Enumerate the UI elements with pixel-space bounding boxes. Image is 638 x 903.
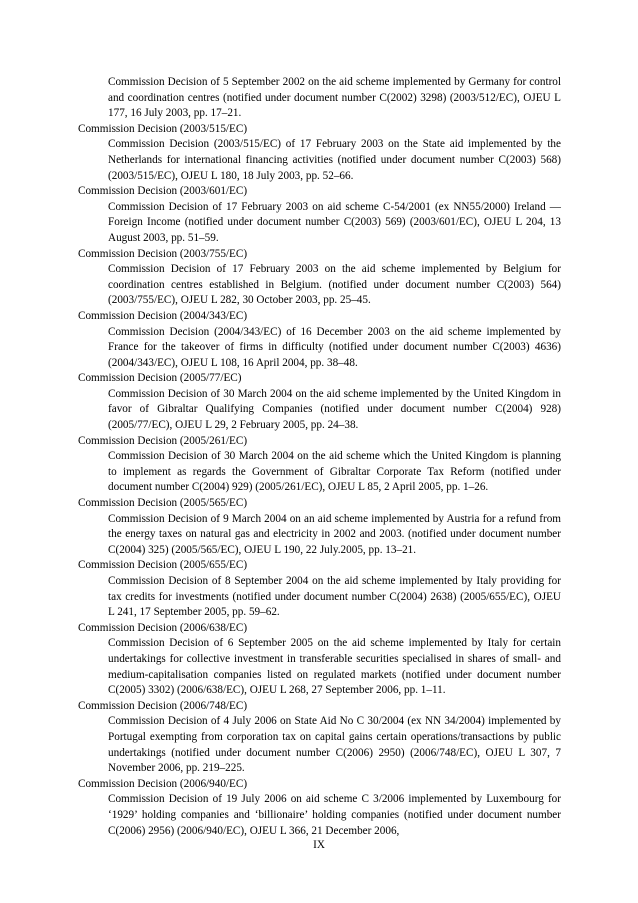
reference-entry — [78, 247, 561, 309]
reference-entry — [78, 558, 561, 620]
continued-entry-body: Commission Decision of 5 September 2002 on the aid scheme implemented by Germany for control and coordination centres (notified under document number C(2002) 3298) (2003/512/EC), OJEU L 177, 16 July 2003, pp. 17–21. — [108, 76, 561, 120]
entry-heading: Commission Decision (2003/515/EC) — [78, 122, 248, 135]
entry-heading: Commission Decision (2006/748/EC) — [78, 699, 248, 712]
entry-body: Commission Decision of 17 February 2003 on the aid scheme implemented by Belgium for coordination centres established in Belgium. (notified under document number C(2003) 564) (2003/755/EC), OJEU L 282, 30 October 2003, pp. 25–45. — [108, 263, 561, 307]
entry-heading: Commission Decision (2004/343/EC) — [78, 309, 248, 322]
entry-body: Commission Decision of 30 March 2004 on the aid scheme implemented by the United Kingdom in favor of Gibraltar Qualifying Companies (notified under document number C(2004) 928) (2005/77/EC), OJEU L 29, 2 February 2005, pp. 24–38. — [108, 387, 561, 432]
entry-body: Commission Decision of 8 September 2004 on the aid scheme implemented by Italy providing for tax credits for investments (notified under document number C(2004) 2638) (2005/655/EC), OJEU L 241, 17 September 2005, pp. 59–62. — [108, 575, 561, 619]
reference-entry — [78, 122, 561, 184]
entry-heading: Commission Decision (2005/565/EC) — [78, 497, 248, 510]
reference-entry — [78, 621, 561, 699]
entry-heading: Commission Decision (2003/601/EC) — [78, 185, 248, 198]
entry-body: Commission Decision of 4 July 2006 on State Aid No C 30/2004 (ex NN 34/2004) implemented by Portugal exempting from corporation tax on capital gains certain operations/transactions by public undertakings (notified under document number C(2006) 2950) (2006/748/EC), OJEU L 307, 7 November 2006, pp. 219–225. — [108, 715, 561, 775]
reference-entry — [78, 371, 561, 433]
entry-heading: Commission Decision (2005/261/EC) — [78, 434, 248, 447]
entry-body: Commission Decision of 17 February 2003 on aid scheme C-54/2001 (ex NN55/2000) Ireland — Foreign Income (notified under document number C(2003) 569) (2003/601/EC), OJEU L 204, 13 August 2003, pp. 51–59. — [108, 200, 561, 244]
reference-entry — [78, 777, 561, 839]
reference-list — [78, 75, 561, 839]
entry-body: Commission Decision of 30 March 2004 on the aid scheme which the United Kingdom is planning to implement as regards the Government of Gibraltar Corporate Tax Reform (notified under document number C(2004) 929) (2005/261/EC), OJEU L 85, 2 April 2005, pp. 1–26. — [108, 450, 561, 494]
entry-body: Commission Decision (2004/343/EC) of 16 December 2003 on the aid scheme implemented by France for the takeover of firms in difficulty (notified under document number C(2003) 4636) (2004/343/EC), OJEU L 108, 16 April 2004, pp. 38–48. — [108, 325, 561, 369]
entry-heading: Commission Decision (2003/755/EC) — [78, 247, 248, 260]
reference-entry — [78, 434, 561, 496]
entry-heading: Commission Decision (2006/940/EC) — [78, 777, 248, 790]
reference-entry — [78, 184, 561, 246]
entry-heading: Commission Decision (2005/655/EC) — [78, 559, 248, 572]
reference-entry — [78, 699, 561, 777]
entry-body: Commission Decision (2003/515/EC) of 17 February 2003 on the State aid implemented by the Netherlands for international financing activities (notified under document number C(2003) 568) (2003/515/EC), OJEU L 180, 18 July 2003, pp. 52–66. — [108, 138, 561, 182]
entry-body: Commission Decision of 19 July 2006 on aid scheme C 3/2006 implemented by Luxembourg for ‘1929’ holding companies and ‘billionaire’ holding companies (notified under document number C(2006) 2956) (2006/940/EC), OJEU L 366, 21 December 2006, — [108, 793, 561, 837]
entry-body: Commission Decision of 6 September 2005 on the aid scheme implemented by Italy for certain undertakings for collective investment in transferable securities specialised in shares of small- and medium-capitalisation companies listed on regulated markets (notified under document number C(2005) 3302) (2006/638/EC), OJEU L 268, 27 September 2006, pp. 1–11. — [108, 637, 561, 697]
entry-heading: Commission Decision (2006/638/EC) — [78, 621, 248, 634]
entry-heading: Commission Decision (2005/77/EC) — [78, 372, 242, 385]
reference-entry — [78, 309, 561, 371]
entry-body: Commission Decision of 9 March 2004 on an aid scheme implemented by Austria for a refund from the energy taxes on natural gas and electricity in 2002 and 2003. (notified under document number C(2004) 325) (2005/565/EC), OJEU L 190, 22 July.2005, pp. 13–21. — [108, 512, 561, 556]
reference-entry — [78, 496, 561, 558]
page-number: IX — [313, 839, 325, 851]
